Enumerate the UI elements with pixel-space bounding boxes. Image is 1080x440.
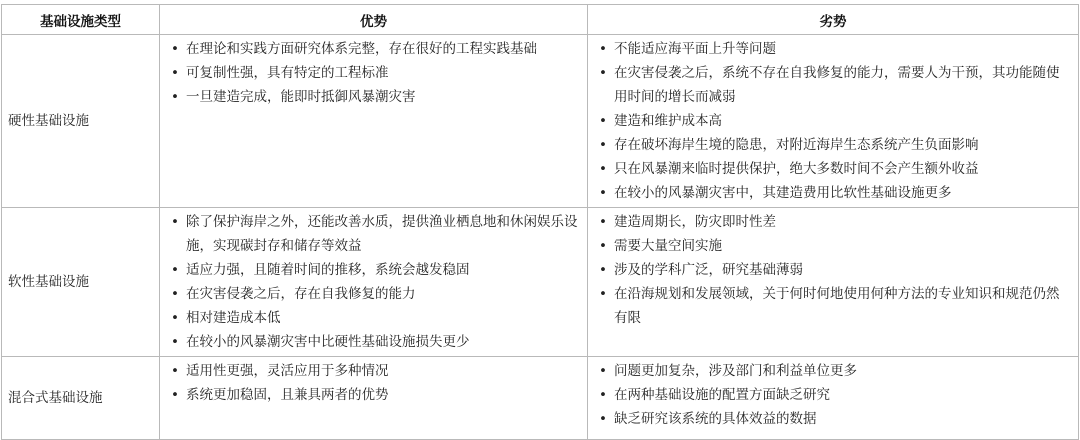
bullet-icon: • [599, 113, 607, 129]
bullet-icon: • [599, 262, 607, 278]
item-text: 适应力强，且随着时间的推移，系统会越发稳固 [186, 262, 470, 278]
list-item [168, 359, 579, 383]
bullet-icon: • [171, 310, 179, 326]
list-item [596, 234, 1070, 258]
item-text: 在灾害侵袭之后，存在自我修复的能力 [186, 286, 416, 302]
item-text: 在理论和实践方面研究体系完整，存在很好的工程实践基础 [186, 41, 537, 57]
list-item [168, 282, 579, 306]
bullet-icon: • [599, 41, 607, 57]
item-text: 系统更加稳固，且兼具两者的优势 [186, 387, 389, 403]
item-text: 问题更加复杂，涉及部门和利益单位更多 [614, 363, 857, 379]
list-item [596, 133, 1070, 157]
bullet-icon: • [171, 334, 179, 350]
list-item [596, 37, 1070, 61]
item-text: 在较小的风暴潮灾害中，其建造费用比软性基础设施更多 [614, 185, 952, 201]
list-item [596, 258, 1070, 282]
list-item [168, 85, 579, 109]
item-text: 需要大量空间实施 [614, 238, 722, 254]
list-item [168, 330, 579, 354]
list-item [596, 383, 1070, 407]
cons-list [596, 37, 1070, 205]
list-item [596, 282, 1070, 330]
bullet-icon: • [599, 238, 607, 254]
bullet-icon: • [599, 214, 607, 230]
list-item [168, 306, 579, 330]
item-text: 可复制性强，具有特定的工程标准 [186, 65, 389, 81]
bullet-icon: • [599, 137, 607, 153]
pros-list [168, 359, 579, 407]
item-text: 涉及的学科广泛，研究基础薄弱 [614, 262, 803, 278]
list-item [596, 61, 1070, 109]
item-text: 只在风暴潮来临时提供保护，绝大多数时间不会产生额外收益 [614, 161, 979, 177]
pros-list [168, 37, 579, 109]
item-text: 建造和维护成本高 [614, 113, 722, 129]
comparison-table [1, 4, 1079, 440]
row-type: 硬性基础设施 [2, 35, 160, 208]
cons-list [596, 359, 1070, 431]
item-text: 适用性更强，灵活应用于多种情况 [186, 363, 389, 379]
bullet-icon: • [599, 363, 607, 379]
pros-cell [160, 35, 588, 208]
bullet-icon: • [171, 387, 179, 403]
bullet-icon: • [171, 363, 179, 379]
table-row [2, 35, 1079, 208]
header-pros: 优势 [160, 5, 588, 35]
item-text: 一旦建造完成，能即时抵御风暴潮灾害 [186, 89, 416, 105]
list-item [168, 210, 579, 258]
list-item [168, 383, 579, 407]
bullet-icon: • [599, 411, 607, 427]
list-item [596, 181, 1070, 205]
item-text: 在两种基础设施的配置方面缺乏研究 [614, 387, 830, 403]
bullet-icon: • [171, 41, 179, 57]
header-type: 基础设施类型 [2, 5, 160, 35]
item-text: 在较小的风暴潮灾害中比硬性基础设施损失更少 [186, 334, 470, 350]
bullet-icon: • [171, 89, 179, 105]
bullet-icon: • [171, 214, 179, 230]
bullet-icon: • [599, 185, 607, 201]
bullet-icon: • [599, 387, 607, 403]
bullet-icon: • [599, 286, 607, 302]
table-row [2, 208, 1079, 357]
list-item [596, 407, 1070, 431]
item-text: 相对建造成本低 [186, 310, 281, 326]
cons-cell [588, 357, 1079, 440]
cons-cell [588, 35, 1079, 208]
list-item [596, 210, 1070, 234]
cons-list [596, 210, 1070, 330]
list-item [168, 258, 579, 282]
row-type: 软性基础设施 [2, 208, 160, 357]
list-item [596, 359, 1070, 383]
item-text: 在灾害侵袭之后，系统不存在自我修复的能力，需要人为干预，其功能随使用时间的增长而减弱 [614, 65, 1060, 105]
item-text: 缺乏研究该系统的具体效益的数据 [614, 411, 817, 427]
list-item [596, 157, 1070, 181]
bullet-icon: • [171, 286, 179, 302]
bullet-icon: • [171, 262, 179, 278]
cons-cell [588, 208, 1079, 357]
item-text: 不能适应海平面上升等问题 [614, 41, 776, 57]
item-text: 除了保护海岸之外，还能改善水质，提供渔业栖息地和休闲娱乐设施，实现碳封存和储存等效益 [186, 214, 578, 254]
item-text: 存在破坏海岸生境的隐患，对附近海岸生态系统产生负面影响 [614, 137, 979, 153]
list-item [596, 109, 1070, 133]
bullet-icon: • [599, 161, 607, 177]
row-type: 混合式基础设施 [2, 357, 160, 440]
bullet-icon: • [171, 65, 179, 81]
bullet-icon: • [599, 65, 607, 81]
table-row [2, 357, 1079, 440]
pros-cell [160, 208, 588, 357]
header-cons: 劣势 [588, 5, 1079, 35]
item-text: 在沿海规划和发展领域，关于何时何地使用何种方法的专业知识和规范仍然有限 [614, 286, 1060, 326]
pros-cell [160, 357, 588, 440]
list-item [168, 37, 579, 61]
item-text: 建造周期长，防灾即时性差 [614, 214, 776, 230]
pros-list [168, 210, 579, 354]
header-row [2, 5, 1079, 35]
list-item [168, 61, 579, 85]
